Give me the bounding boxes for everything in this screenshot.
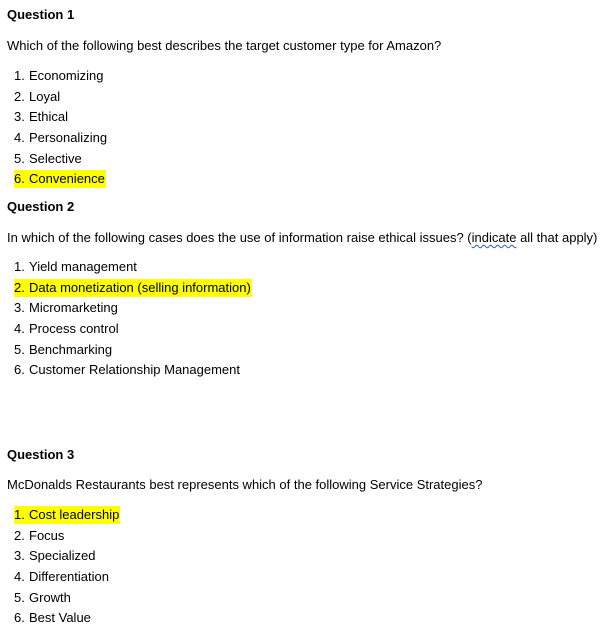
question-1-option-6	[14, 169, 108, 190]
question-2-option-3	[14, 298, 252, 319]
option-label: Best Value	[29, 610, 91, 626]
question-2-option-4	[14, 319, 252, 340]
option-number: 5.	[14, 150, 25, 166]
option-label: Data monetization (selling information)	[29, 279, 251, 295]
option-number: 2.	[14, 88, 25, 104]
question-3-option-6	[14, 608, 120, 629]
question-3-option-2	[14, 526, 120, 547]
question-3-option-5	[14, 588, 120, 609]
option-label: Focus	[29, 527, 65, 543]
option-number: 4.	[14, 321, 25, 337]
highlight-mark	[14, 506, 120, 524]
question-1-options	[14, 66, 108, 190]
option-number: 6.	[14, 362, 25, 378]
question-2-heading: Question 2	[7, 199, 75, 214]
question-1-text: Which of the following best describes the target customer type for Amazon?	[7, 38, 442, 53]
question-1-option-5	[14, 149, 108, 170]
question-2-text-end: all that apply)	[516, 230, 598, 245]
option-label: Specialized	[29, 548, 96, 564]
option-label: Economizing	[29, 68, 104, 83]
option-number: 2.	[14, 279, 25, 295]
option-number: 6.	[14, 171, 25, 187]
option-label: Loyal	[29, 88, 61, 104]
highlight-mark	[14, 279, 252, 297]
question-2-text	[7, 230, 597, 246]
option-label: Differentiation	[29, 569, 109, 585]
option-label: Customer Relationship Management	[29, 362, 240, 378]
question-3-text: McDonalds Restaurants best represents which of the following Service Strategies?	[7, 477, 483, 492]
question-2-option-2	[14, 278, 252, 299]
option-number: 3.	[14, 300, 25, 316]
option-label: Cost leadership	[29, 507, 120, 522]
option-number: 5.	[14, 341, 25, 357]
option-label: Ethical	[29, 109, 69, 125]
question-2-option-6	[14, 360, 252, 381]
question-1-option-2	[14, 87, 108, 108]
question-3-heading: Question 3	[7, 447, 75, 462]
option-number: 2.	[14, 527, 25, 543]
option-number: 3.	[14, 548, 25, 564]
spellcheck-flagged-word: indicate	[471, 230, 517, 245]
question-3-option-3	[14, 546, 120, 567]
option-label: Growth	[29, 589, 71, 605]
question-1-option-4	[14, 128, 108, 149]
option-label: Benchmarking	[29, 341, 113, 357]
option-label: Yield management	[29, 259, 137, 274]
option-number: 1.	[14, 259, 25, 274]
question-3-option-1	[14, 505, 120, 526]
question-2-options	[14, 257, 252, 381]
question-2-option-5	[14, 340, 252, 361]
question-3-option-4	[14, 567, 120, 588]
question-2-text-start: In which of the following cases does the use of information raise ethical issues? (	[7, 230, 472, 245]
option-number: 6.	[14, 610, 25, 626]
question-3-options	[14, 505, 120, 629]
option-number: 4.	[14, 130, 25, 146]
question-2-option-1	[14, 257, 252, 278]
question-1-option-3	[14, 107, 108, 128]
question-1-option-1	[14, 66, 108, 87]
question-1-heading: Question 1	[7, 7, 75, 22]
option-number: 1.	[14, 507, 25, 522]
option-label: Personalizing	[29, 130, 108, 146]
option-label: Micromarketing	[29, 300, 118, 316]
option-number: 1.	[14, 68, 25, 83]
option-number: 5.	[14, 589, 25, 605]
option-number: 3.	[14, 109, 25, 125]
option-number: 4.	[14, 569, 25, 585]
option-label: Selective	[29, 150, 82, 166]
highlight-mark	[14, 170, 106, 188]
option-label: Convenience	[29, 171, 105, 187]
option-label: Process control	[29, 321, 119, 337]
